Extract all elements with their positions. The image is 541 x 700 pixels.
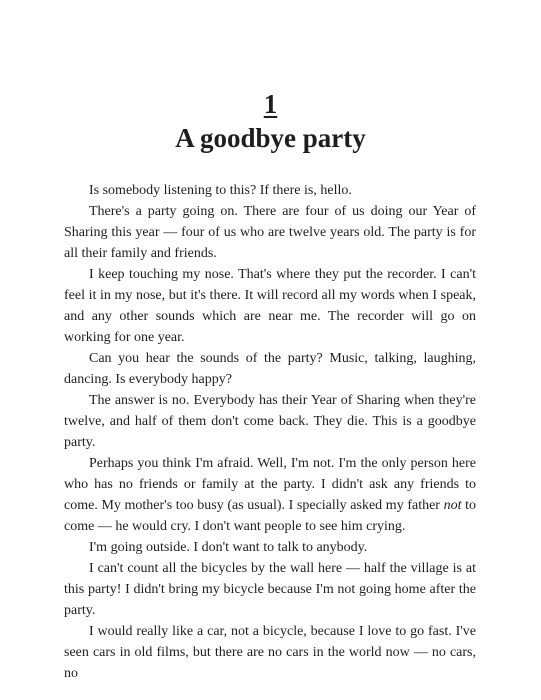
paragraph-2: There's a party going on. There are four of us doing our Year of Sharing this year — four of us who are twelve years old. The party is for all their family and friends. bbox=[64, 204, 476, 261]
chapter-body bbox=[64, 180, 476, 684]
paragraph-6 bbox=[64, 453, 476, 537]
paragraph-6-text-start: Perhaps you think I'm afraid. Well, I'm not. I'm the only person here who has no friends or family at the party. I didn't ask any friends to come. My mother's too busy (as usual). I specially asked my father bbox=[64, 456, 476, 513]
chapter-title: A goodbye party bbox=[175, 123, 366, 153]
paragraph-4: Can you hear the sounds of the party? Music, talking, laughing, dancing. Is everybody happy? bbox=[64, 351, 476, 387]
paragraph-5: The answer is no. Everybody has their Year of Sharing when they're twelve, and half of them don't come back. They die. This is a goodbye party. bbox=[64, 393, 476, 450]
paragraph-3: I keep touching my nose. That's where they put the recorder. I can't feel it in my nose, but it's there. It will record all my words when I speak, and any other sounds which are near me. The recorder will go on working for one year. bbox=[64, 267, 476, 345]
chapter-number: 1 bbox=[263, 89, 278, 119]
paragraph-8: I can't count all the bicycles by the wall here — half the village is at this party! I didn't bring my bicycle because I'm not going home after the party. bbox=[64, 561, 476, 618]
paragraph-9: I would really like a car, not a bicycle, because I love to go fast. I've seen cars in old films, but there are no cars in the world now — no cars, no bbox=[64, 624, 476, 681]
paragraph-1: Is somebody listening to this? If there is, hello. bbox=[89, 183, 352, 198]
paragraph-6-text-end: to come — he would cry. I don't want people to see him crying. bbox=[64, 498, 476, 534]
paragraph-7: I'm going outside. I don't want to talk to anybody. bbox=[89, 540, 368, 555]
paragraph-6-emphasis: not bbox=[443, 498, 462, 513]
